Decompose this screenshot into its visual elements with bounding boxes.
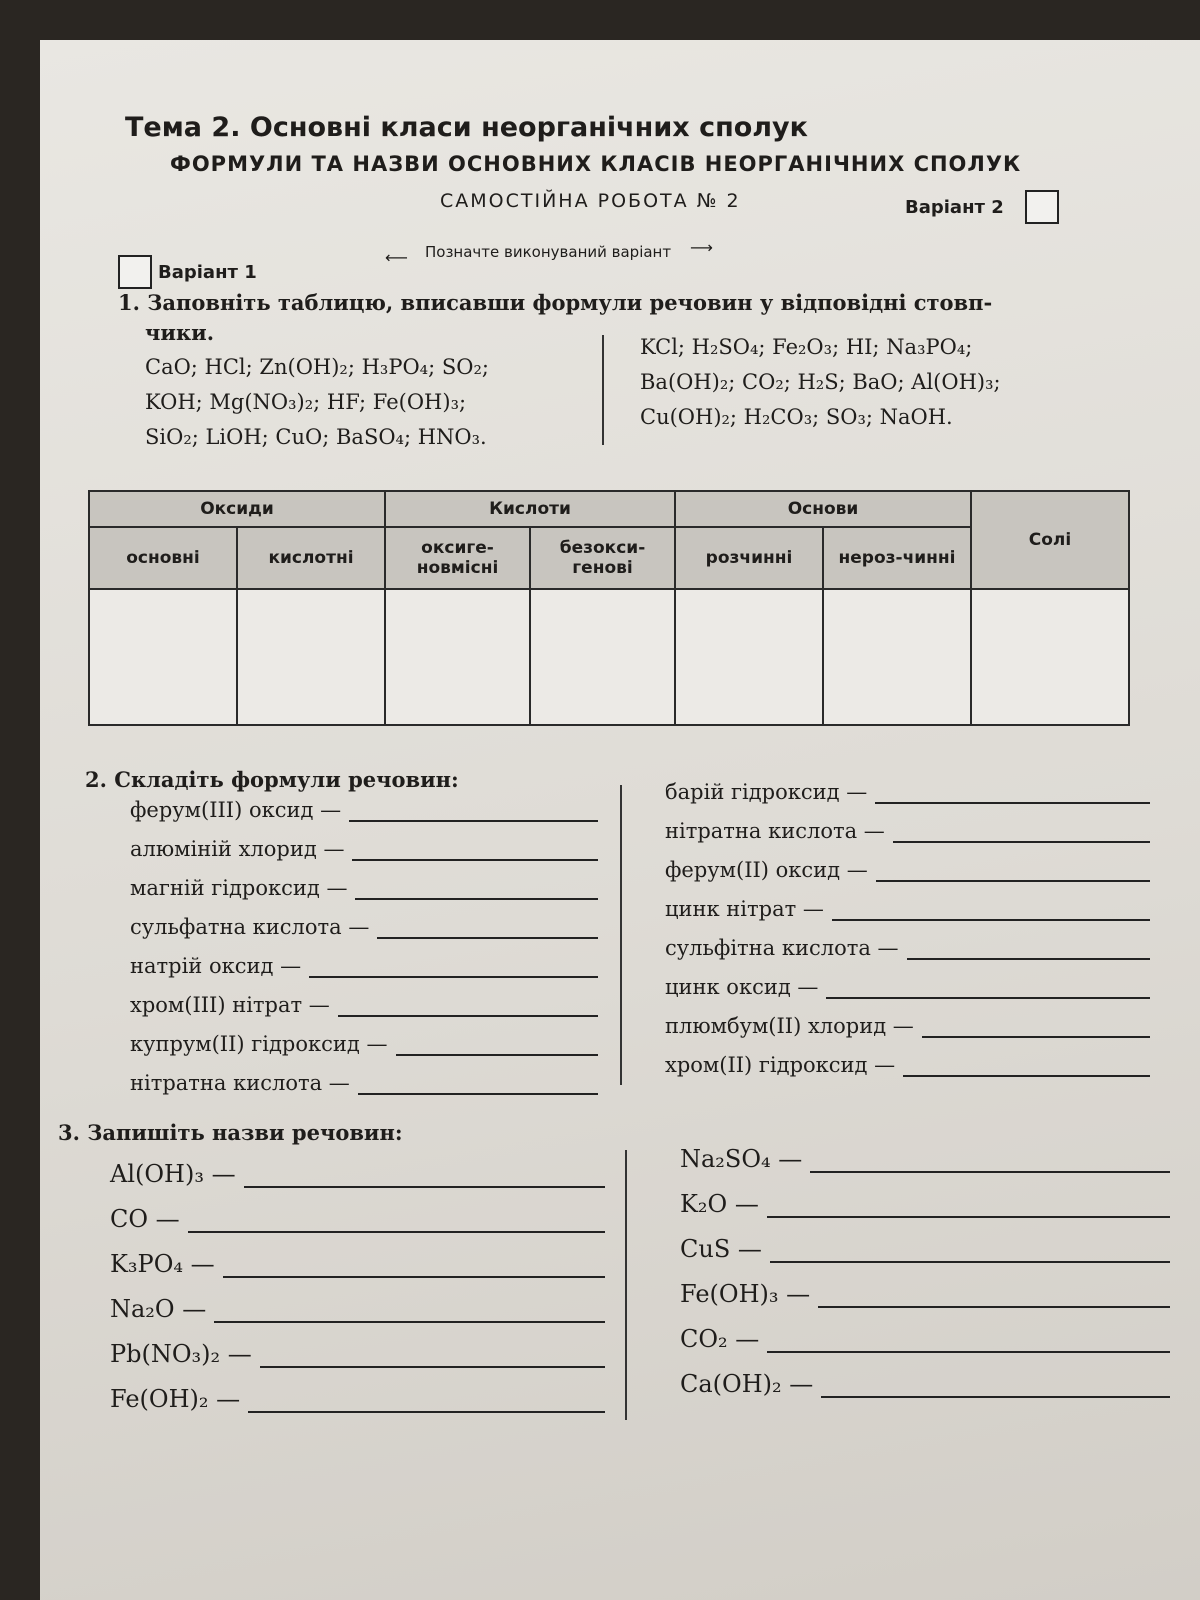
task3-right-item: Ca(OH)₂ — <box>680 1370 1170 1398</box>
subheader-oxygen-free: безокси-генові <box>530 527 675 590</box>
variant2-checkbox[interactable] <box>1025 190 1059 224</box>
formula-line: Ba(OH)₂; CO₂; H₂S; BaO; Al(OH)₃; <box>640 370 1001 394</box>
subheader-basic: основні <box>89 527 237 590</box>
answer-blank[interactable] <box>248 1393 605 1413</box>
task2-right-item: нітратна кислота — <box>665 819 1150 843</box>
answer-blank[interactable] <box>770 1243 1170 1263</box>
header-salts: Солі <box>971 491 1129 589</box>
arrow-right-icon: ⟶ <box>690 238 713 257</box>
arrow-left-icon: ⟵ <box>385 248 408 267</box>
task2-left-item: алюміній хлорид — <box>130 837 598 861</box>
answer-blank[interactable] <box>223 1258 605 1278</box>
answer-blank[interactable] <box>352 841 598 861</box>
task2-left-item: купрум(II) гідроксид — <box>130 1032 598 1056</box>
worksheet-page <box>40 40 1200 1600</box>
task3-left-item: Na₂O — <box>110 1295 605 1323</box>
answer-blank[interactable] <box>821 1378 1170 1398</box>
answer-blank[interactable] <box>349 802 598 822</box>
task3-right-item: Fe(OH)₃ — <box>680 1280 1170 1308</box>
task3-left-item: Fe(OH)₂ — <box>110 1385 605 1413</box>
answer-cell-soluble-bases[interactable] <box>675 589 823 725</box>
answer-blank[interactable] <box>876 862 1150 882</box>
task2-right-item: цинк нітрат — <box>665 897 1150 921</box>
answer-blank[interactable] <box>396 1036 599 1056</box>
task2-right-item: сульфітна кислота — <box>665 936 1150 960</box>
answer-cell-insoluble-bases[interactable] <box>823 589 971 725</box>
task2-left-item: нітратна кислота — <box>130 1071 598 1095</box>
answer-blank[interactable] <box>907 940 1150 960</box>
answer-blank[interactable] <box>922 1018 1150 1038</box>
answer-blank[interactable] <box>832 901 1150 921</box>
answer-cell-oxygen-free-acids[interactable] <box>530 589 675 725</box>
answer-blank[interactable] <box>767 1333 1170 1353</box>
task1-left-formulas <box>145 350 489 455</box>
column-divider <box>625 1150 627 1420</box>
variant1-checkbox[interactable] <box>118 255 152 289</box>
section-title: ФОРМУЛИ ТА НАЗВИ ОСНОВНИХ КЛАСІВ НЕОРГАНІЧНИХ СПОЛУК <box>170 152 1022 176</box>
answer-blank[interactable] <box>214 1303 605 1323</box>
variant-hint: Позначте виконуваний варіант <box>425 243 672 261</box>
task2-title: 2. Складіть формули речовин: <box>85 767 459 792</box>
header-acids: Кислоти <box>385 491 675 527</box>
task3-left-item: Pb(NO₃)₂ — <box>110 1340 605 1368</box>
task2-left-item: хром(III) нітрат — <box>130 993 598 1017</box>
subheader-insoluble: нероз-чинні <box>823 527 971 590</box>
task2-left-item: сульфатна кислота — <box>130 915 598 939</box>
answer-blank[interactable] <box>810 1153 1170 1173</box>
formula-line: SiO₂; LiOH; CuO; BaSO₄; HNO₃. <box>145 425 487 449</box>
answer-blank[interactable] <box>244 1168 605 1188</box>
formula-line: CaO; HCl; Zn(OH)₂; H₃PO₄; SO₂; <box>145 355 489 379</box>
formula-line: KOH; Mg(NO₃)₂; HF; Fe(OH)₃; <box>145 390 467 414</box>
answer-blank[interactable] <box>893 823 1150 843</box>
answer-cell-acidic-oxides[interactable] <box>237 589 385 725</box>
task3-right-item: CuS — <box>680 1235 1170 1263</box>
answer-cell-oxygen-acids[interactable] <box>385 589 530 725</box>
task2-right-item: цинк оксид — <box>665 975 1150 999</box>
task3-right-item: CO₂ — <box>680 1325 1170 1353</box>
answer-blank[interactable] <box>826 979 1150 999</box>
answer-blank[interactable] <box>338 997 598 1017</box>
subheader-acidic: кислотні <box>237 527 385 590</box>
column-divider <box>620 785 622 1085</box>
variant1-label: Варіант 1 <box>158 262 257 283</box>
task2-right-item: ферум(II) оксид — <box>665 858 1150 882</box>
task3-right-item: Na₂SO₄ — <box>680 1145 1170 1173</box>
answer-blank[interactable] <box>875 784 1150 804</box>
formula-line: KCl; H₂SO₄; Fe₂O₃; HI; Na₃PO₄; <box>640 335 973 359</box>
task2-right-item: хром(II) гідроксид — <box>665 1053 1150 1077</box>
answer-blank[interactable] <box>903 1057 1150 1077</box>
header-bases: Основи <box>675 491 971 527</box>
answer-cell-basic-oxides[interactable] <box>89 589 237 725</box>
answer-blank[interactable] <box>767 1198 1170 1218</box>
subheader-oxygen-containing: оксиге-новмісні <box>385 527 530 590</box>
task2-right-item: плюмбум(II) хлорид — <box>665 1014 1150 1038</box>
answer-blank[interactable] <box>260 1348 605 1368</box>
answer-blank[interactable] <box>358 1075 598 1095</box>
task1-right-formulas <box>640 330 1001 435</box>
task3-left-item: Al(OH)₃ — <box>110 1160 605 1188</box>
work-title: САМОСТІЙНА РОБОТА № 2 <box>440 190 741 212</box>
answer-cell-salts[interactable] <box>971 589 1129 725</box>
task3-title: 3. Запишіть назви речовин: <box>58 1120 403 1145</box>
task2-left-item: натрій оксид — <box>130 954 598 978</box>
answer-blank[interactable] <box>355 880 598 900</box>
task2-right-item: барій гідроксид — <box>665 780 1150 804</box>
answer-blank[interactable] <box>188 1213 605 1233</box>
column-divider <box>602 335 604 445</box>
task3-right-item: K₂O — <box>680 1190 1170 1218</box>
task1-title-cont: чики. <box>145 320 214 345</box>
formula-line: Cu(OH)₂; H₂CO₃; SO₃; NaOH. <box>640 405 953 429</box>
classification-table <box>88 490 1130 726</box>
variant2-label: Варіант 2 <box>905 197 1004 218</box>
task2-left-item: магній гідроксид — <box>130 876 598 900</box>
answer-blank[interactable] <box>377 919 598 939</box>
answer-blank[interactable] <box>818 1288 1170 1308</box>
task2-left-item: ферум(III) оксид — <box>130 798 598 822</box>
task1-title: 1. Заповніть таблицю, вписавши формули речовин у відповідні стовп- <box>118 290 993 315</box>
topic-title: Тема 2. Основні класи неорганічних сполук <box>125 112 808 143</box>
header-oxides: Оксиди <box>89 491 385 527</box>
subheader-soluble: розчинні <box>675 527 823 590</box>
task3-left-item: CO — <box>110 1205 605 1233</box>
task3-left-item: K₃PO₄ — <box>110 1250 605 1278</box>
answer-blank[interactable] <box>309 958 598 978</box>
